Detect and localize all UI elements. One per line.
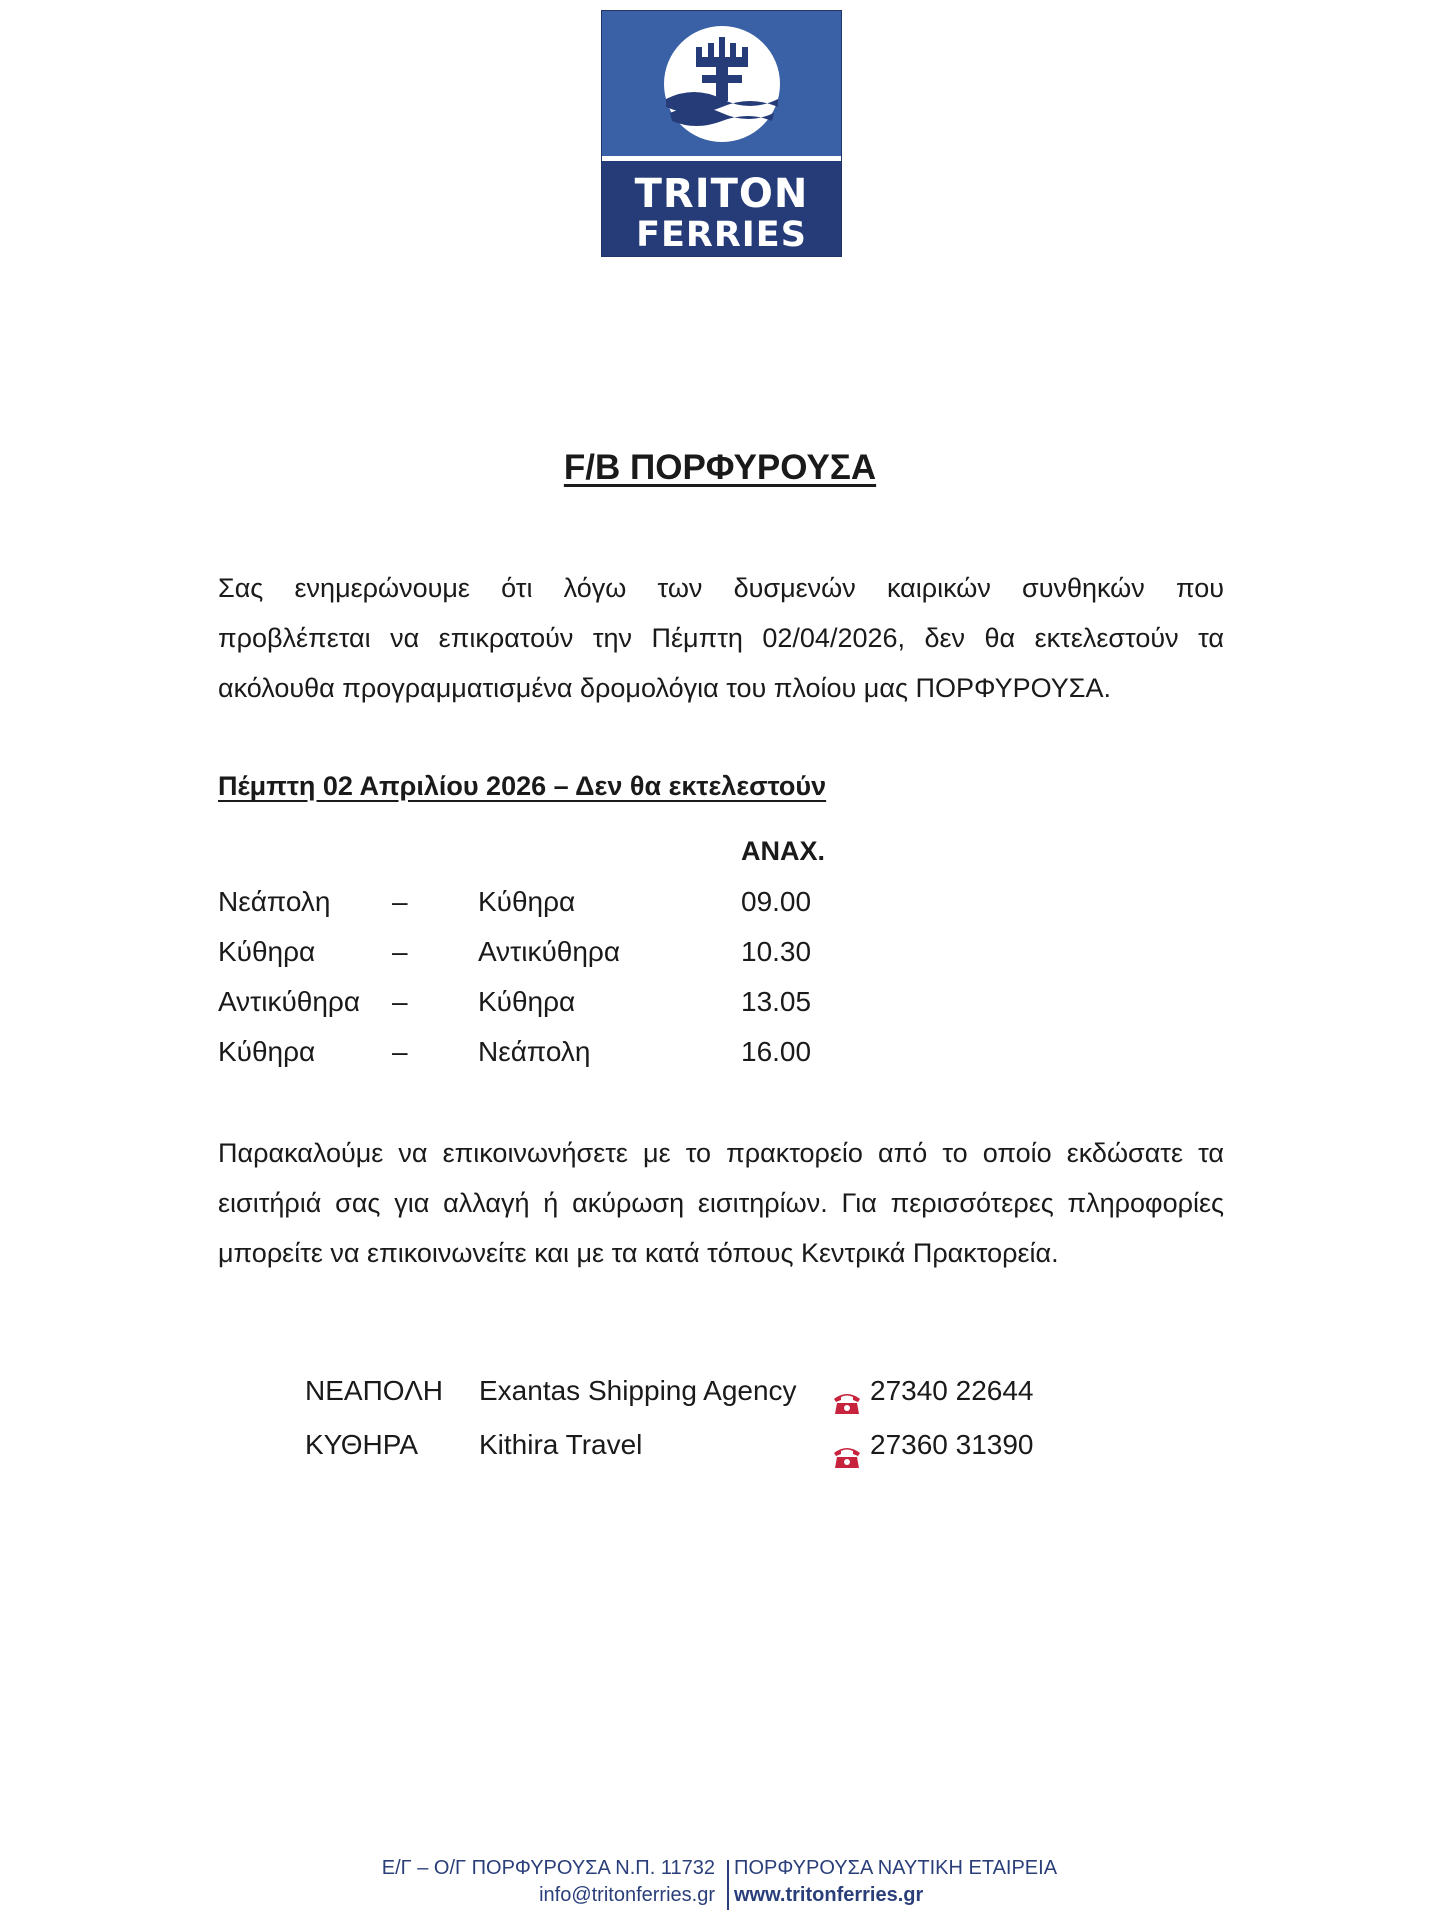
route-to: Κύθηρα [478, 886, 576, 917]
logo-text-triton: TRITON [634, 171, 809, 217]
agency-name: Kithira Travel [479, 1429, 643, 1460]
route-to: Αντικύθηρα [478, 936, 621, 967]
trident-wave-icon [658, 25, 786, 143]
route-to: Κύθηρα [478, 986, 576, 1017]
agency-phone[interactable]: 27340 22644 [870, 1375, 1034, 1406]
triton-ferries-logo [601, 10, 842, 257]
footer-website-link[interactable]: www.tritonferries.gr [734, 1884, 924, 1906]
intro-line: ακόλουθα προγραμματισμένα δρομολόγια του πλοίου μας ΠΟΡΦΥΡΟΥΣΑ. [218, 673, 1111, 703]
contact-line: εισιτήριά σας για αλλαγή ή ακύρωση εισιτηρίων. Για περισσότερες πληροφορίες [218, 1188, 1224, 1218]
footer-divider [727, 1860, 729, 1910]
agency-city: ΚΥΘΗΡΑ [305, 1429, 419, 1460]
route-dash: – [392, 886, 408, 917]
route-from: Κύθηρα [218, 1036, 316, 1067]
telephone-icon [832, 1379, 862, 1433]
document-title: F/B ΠΟΡΦΥΡΟΥΣΑ [563, 448, 877, 487]
contact-line: Παρακαλούμε να επικοινωνήσετε με το πρακτορείο από το οποίο εκδώσατε τα [218, 1138, 1224, 1168]
telephone-icon [832, 1433, 862, 1487]
departure-time: 09.00 [741, 886, 812, 917]
agency-name: Exantas Shipping Agency [479, 1375, 797, 1406]
contact-line: μπορείτε να επικοινωνείτε και με τα κατά τόπους Κεντρικά Πρακτορεία. [218, 1238, 1059, 1268]
departure-time: 10.30 [741, 936, 812, 967]
departure-time: 13.05 [741, 986, 812, 1017]
footer-email[interactable]: info@tritonferries.gr [539, 1884, 715, 1906]
route-from: Αντικύθηρα [218, 986, 361, 1017]
cancellation-heading: Πέμπτη 02 Απριλίου 2026 – Δεν θα εκτελεστούν [218, 771, 827, 801]
route-from: Κύθηρα [218, 936, 316, 967]
agency-phone[interactable]: 27360 31390 [870, 1429, 1034, 1460]
route-dash: – [392, 936, 408, 967]
contact-paragraph [218, 1128, 1224, 1278]
departure-time: 16.00 [741, 1036, 812, 1067]
route-dash: – [392, 986, 408, 1017]
intro-line: προβλέπεται να επικρατούν την Πέμπτη 02/04/2026, δεν θα εκτελεστούν τα [218, 623, 1224, 653]
footer-vessel-registration: Ε/Γ – Ο/Γ ΠΟΡΦΥΡΟΥΣΑ Ν.Π. 11732 [381, 1857, 715, 1879]
route-dash: – [392, 1036, 408, 1067]
route-to: Νεάπολη [478, 1036, 591, 1067]
agency-city: ΝΕΑΠΟΛΗ [305, 1375, 443, 1406]
intro-line: Σας ενημερώνουμε ότι λόγω των δυσμενών καιρικών συνθηκών που [218, 573, 1224, 603]
departure-column-header: ΑΝΑΧ. [741, 836, 826, 866]
logo-text-ferries: FERRIES [636, 215, 807, 255]
route-from: Νεάπολη [218, 886, 331, 917]
footer-company-name: ΠΟΡΦΥΡΟΥΣΑ ΝΑΥΤΙΚΗ ΕΤΑΙΡΕΙΑ [734, 1857, 1058, 1879]
intro-paragraph [218, 563, 1224, 713]
